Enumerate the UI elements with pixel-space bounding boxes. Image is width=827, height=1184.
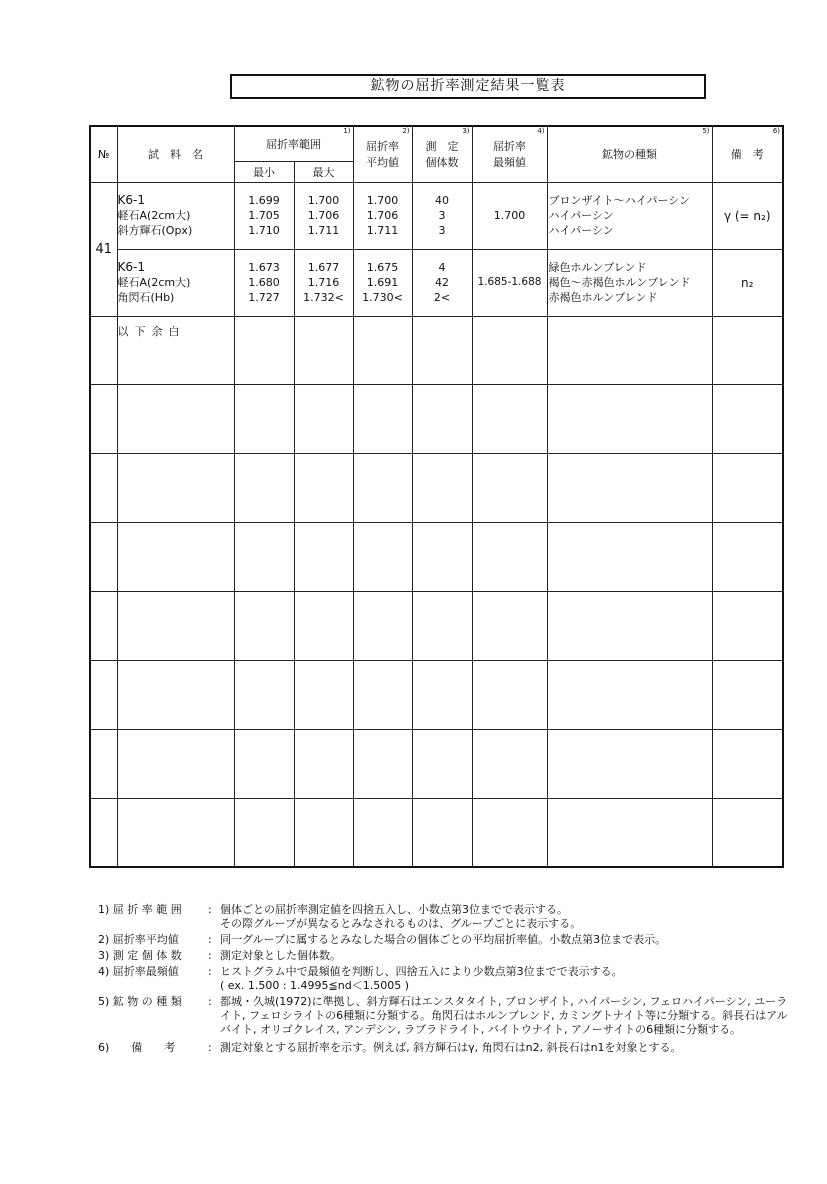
table-row [90,182,783,249]
empty-cell [353,316,412,384]
mineral-type: 緑色ホルンブレンド [548,261,647,274]
footnote-colon: : [208,903,212,916]
empty-cell [412,798,472,867]
sample-name: K6-1 [117,193,145,207]
count-cell [412,182,472,249]
count-value: 3 [438,209,446,222]
mean-value: 1.730< [362,291,403,304]
mineral-type: ハイパーシン [548,224,614,237]
header-remarks-label: 備 考 [730,148,764,162]
empty-cell [547,316,712,384]
header-max: 最大 [294,161,353,182]
empty-cell [90,660,117,729]
mineral-type: ブロンザイト～ハイパーシン [548,194,691,207]
footnote-5 [98,995,788,1037]
footnote-1 [98,903,788,931]
min-value: 1.705 [248,209,280,222]
empty-cell [90,729,117,798]
header-mean [353,126,412,182]
footnote-label: 3) 測 定 個 体 数 [98,949,182,962]
footnotes [98,903,788,1057]
empty-cell [294,729,353,798]
remark-cell: γ (= n₂) [712,182,783,249]
footnote-text: 測定対象とした個体数。 [220,949,341,962]
footnote-label: 1) 屈 折 率 範 囲 [98,903,182,916]
empty-cell [547,660,712,729]
max-value: 1.677 [307,261,340,274]
empty-cell [472,729,547,798]
max-value: 1.700 [307,194,340,207]
min-cell [234,249,294,316]
empty-cell [353,453,412,522]
table-row [90,384,783,453]
end-mark: 以下余白 [117,316,234,384]
empty-cell [117,384,234,453]
empty-cell [117,453,234,522]
mineral-type: ハイパーシン [548,209,614,222]
table-row [90,729,783,798]
footnote-label: 5) 鉱 物 の 種 類 [98,995,182,1008]
empty-cell [234,453,294,522]
sample-name: 軽石A(2cm大) [117,209,191,222]
header-no: № [90,126,117,182]
footnote-marker: 3) [462,127,470,135]
empty-cell [547,591,712,660]
empty-cell [117,522,234,591]
empty-cell [234,729,294,798]
sample-name: K6-1 [117,260,145,274]
sample-name: 角閃石(Hb) [117,291,175,304]
footnote-3 [98,949,788,963]
table-row [90,591,783,660]
empty-cell [117,798,234,867]
footnote-label: 4) 屈折率最頻値 [98,965,179,978]
mean-cell [353,182,412,249]
empty-cell [90,591,117,660]
count-value: 2< [433,291,451,304]
empty-cell [117,660,234,729]
header-min: 最小 [234,161,294,182]
type-cell [547,182,712,249]
header-sample: 試 料 名 [117,126,234,182]
header-mean-line1: 屈折率 [366,140,399,154]
empty-cell [547,729,712,798]
empty-cell [472,384,547,453]
sample-cell [117,182,234,249]
empty-cell [90,316,117,384]
empty-cell [712,316,783,384]
empty-cell [412,453,472,522]
empty-cell [412,660,472,729]
empty-cell [712,522,783,591]
empty-cell [234,316,294,384]
table-row [90,316,783,384]
empty-cell [472,522,547,591]
footnote-colon: : [208,995,212,1008]
empty-cell [353,591,412,660]
footnote-marker: 5) [702,127,710,135]
header-row [90,126,783,161]
empty-cell [712,384,783,453]
page-title: 鉱物の屈折率測定結果一覧表 [230,74,706,99]
max-cell [294,249,353,316]
max-value: 1.706 [307,209,340,222]
empty-cell [353,660,412,729]
min-value: 1.710 [248,224,280,237]
min-cell [234,182,294,249]
empty-cell [712,660,783,729]
mode-cell [472,249,547,316]
empty-cell [547,384,712,453]
empty-cell [234,384,294,453]
mode-cell [472,182,547,249]
min-value: 1.680 [248,276,280,289]
empty-cell [294,384,353,453]
empty-cell [117,591,234,660]
footnote-4 [98,965,788,993]
table-row [90,249,783,316]
count-value: 40 [435,194,449,207]
empty-cell [412,316,472,384]
empty-cell [472,798,547,867]
header-type-label: 鉱物の種類 [602,148,657,162]
empty-cell [472,591,547,660]
empty-cell [294,453,353,522]
max-value: 1.732< [303,291,344,304]
empty-cell [712,798,783,867]
sample-name: 軽石A(2cm大) [117,276,191,289]
empty-cell [234,660,294,729]
empty-cell [353,729,412,798]
table-row [90,522,783,591]
min-value: 1.673 [248,261,280,274]
footnote-2 [98,933,788,947]
mean-value: 1.711 [366,224,399,237]
row-number: 41 [90,182,117,316]
empty-cell [472,453,547,522]
header-mode-line2: 最頻値 [493,156,526,170]
empty-cell [294,660,353,729]
footnote-text: ヒストグラム中で最頻値を判断し、四捨五入により少数点第3位までで表示する。 ( ex. 1.500 : 1.4995≦nd＜1.5005 ) [220,965,623,992]
empty-cell [90,384,117,453]
max-value: 1.711 [307,224,340,237]
footnote-text: 測定対象とする屈折率を示す。例えば, 斜方輝石はγ, 角閃石はn2, 斜長石はn1を対象とする。 [220,1041,682,1054]
count-value: 42 [435,276,449,289]
footnote-colon: : [208,933,212,946]
header-count-line2: 個体数 [425,156,459,170]
empty-cell [234,591,294,660]
empty-cell [234,522,294,591]
empty-cell [412,384,472,453]
empty-cell [472,316,547,384]
count-value: 4 [438,261,446,274]
sample-name: 斜方輝石(Opx) [117,224,193,237]
max-value: 1.716 [307,276,340,289]
empty-cell [547,798,712,867]
header-type [547,126,712,182]
empty-cell [412,591,472,660]
empty-cell [353,522,412,591]
empty-cell [353,798,412,867]
empty-cell [294,798,353,867]
header-remarks [712,126,783,182]
footnote-6 [98,1041,788,1055]
empty-cell [353,384,412,453]
footnote-marker: 6) [772,127,780,135]
table-row [90,453,783,522]
footnote-marker: 1) [343,127,351,135]
header-mode [472,126,547,182]
empty-cell [472,660,547,729]
footnote-text: 同一グループに属するとみなした場合の個体ごとの平均屈折率値。小数点第3位まで表示。 [220,933,667,946]
empty-cell [294,591,353,660]
table-row [90,660,783,729]
empty-cell [547,522,712,591]
empty-cell [294,316,353,384]
min-value: 1.727 [248,291,280,304]
empty-cell [90,522,117,591]
empty-cell [117,729,234,798]
empty-cell [712,453,783,522]
mean-value: 1.691 [366,276,399,289]
empty-cell [234,798,294,867]
mean-value: 1.700 [366,194,399,207]
empty-cell [712,591,783,660]
mean-cell [353,249,412,316]
footnote-colon: : [208,949,212,962]
empty-cell [547,453,712,522]
sample-cell [117,249,234,316]
footnote-label: 6) 備 考 [98,1041,176,1054]
empty-cell [712,729,783,798]
footnote-label: 2) 屈折率平均値 [98,933,179,946]
mode-value: 1.700 [493,209,526,222]
results-table [89,125,784,868]
empty-cell [412,522,472,591]
type-cell [547,249,712,316]
header-range-label: 屈折率範囲 [266,137,321,151]
footnote-marker: 2) [402,127,410,135]
mineral-type: 褐色～赤褐色ホルンブレンド [548,276,691,289]
header-mode-line1: 屈折率 [493,140,526,154]
mode-value: 1.685-1.688 [477,276,542,288]
footnote-colon: : [208,1041,212,1054]
count-cell [412,249,472,316]
mean-value: 1.706 [366,209,399,222]
mean-value: 1.675 [366,261,399,274]
header-count [412,126,472,182]
header-mean-line2: 平均値 [366,156,399,170]
header-range [234,126,353,161]
empty-cell [90,798,117,867]
max-cell [294,182,353,249]
mineral-type: 赤褐色ホルンブレンド [548,291,658,304]
footnote-text: 個体ごとの屈折率測定値を四捨五入し、小数点第3位までで表示する。 その際グループが異なるとみなされるものは、グループごとに表示する。 [220,903,582,930]
empty-cell [90,453,117,522]
empty-cell [412,729,472,798]
header-count-line1: 測 定 [425,140,459,154]
empty-cell [294,522,353,591]
footnote-colon: : [208,965,212,978]
remark-cell: n₂ [712,249,783,316]
footnote-marker: 4) [537,127,545,135]
footnote-text: 都城・久城(1972)に準拠し、斜方輝石はエンスタタイト, ブロンザイト, ハイパーシン, フェロハイパーシン, ユーライト, フェロシライトの6種類に分類する。角閃石はホルンブレンド, カミングトナイト等に分類する。斜長石はアルバイト, オリゴクレイス, アンデシン, ラブラドライト, バイトウナイト, アノーサイトの6種類に分類する。 [220,995,788,1036]
min-value: 1.699 [248,194,280,207]
table-row [90,798,783,867]
count-value: 3 [438,224,446,237]
